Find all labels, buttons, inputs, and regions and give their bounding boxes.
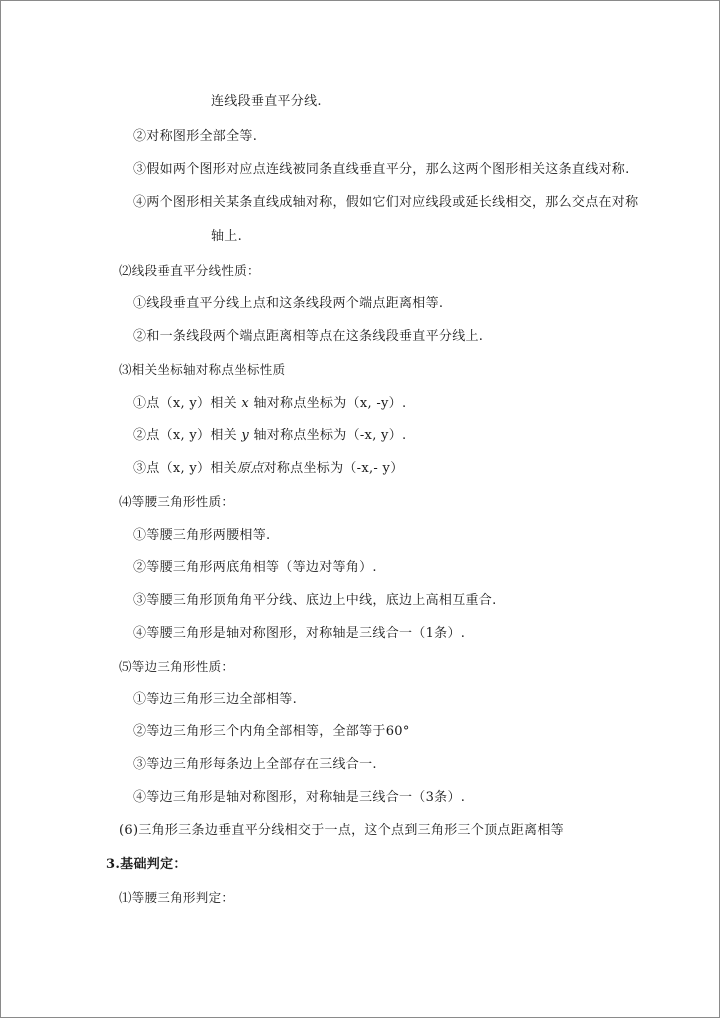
list-item: ③等边三角形每条边上全部存在三线合一. <box>133 757 377 772</box>
coord-text: 对称点坐标为（-x,- y） <box>263 461 404 476</box>
section-heading: ⑵线段垂直平分线性质： <box>119 263 260 278</box>
section-heading: ⑴等腰三角形判定： <box>119 890 235 905</box>
continuation-line: 连线段垂直平分线. <box>211 94 322 109</box>
section-heading: ⑸等边三角形性质： <box>119 659 235 674</box>
paragraph: (6)三角形三条边垂直平分线相交于一点，这个点到三角形三个顶点距离相等 <box>119 823 564 838</box>
section-title: 3.基础判定： <box>106 857 187 872</box>
coord-text: 轴对称点坐标为（x, -y）. <box>249 396 407 411</box>
list-item: ④等腰三角形是轴对称图形，对称轴是三线合一（1条）. <box>133 626 466 641</box>
list-item: ②对称图形全部全等. <box>133 129 258 144</box>
list-item: ③等腰三角形顶角角平分线、底边上中线，底边上高相互重合. <box>133 593 497 608</box>
section-heading: ⑷等腰三角形性质： <box>119 494 235 509</box>
list-item: ④两个图形相关某条直线成轴对称，假如它们对应线段或延长线相交，那么交点在对称 <box>133 195 639 210</box>
list-item <box>133 395 406 413</box>
list-item <box>133 460 404 478</box>
coord-text: ①点（x, y）相关 <box>133 396 242 411</box>
list-item: ①等边三角形三边全部相等. <box>133 692 298 707</box>
axis-name: x <box>241 396 250 411</box>
list-item: ②和一条线段两个端点距离相等点在这条线段垂直平分线上. <box>133 329 484 344</box>
section-heading: ⑶相关坐标轴对称点坐标性质 <box>119 362 286 377</box>
coord-text: ③点（x, y）相关 <box>133 461 237 476</box>
axis-name: 原点 <box>236 461 264 476</box>
list-item: ②等腰三角形两底角相等（等边对等角）. <box>133 560 377 575</box>
list-item: ①等腰三角形两腰相等. <box>133 528 271 543</box>
continuation-line: 轴上. <box>211 229 243 244</box>
axis-name: y <box>241 428 250 443</box>
list-item: ③假如两个图形对应点连线被同条直线垂直平分，那么这两个图形相关这条直线对称. <box>133 162 630 177</box>
coord-text: ②点（x, y）相关 <box>133 428 242 443</box>
list-item: ①线段垂直平分线上点和这条线段两个端点距离相等. <box>133 296 444 311</box>
coord-text: 轴对称点坐标为（-x, y）. <box>249 428 407 443</box>
list-item <box>133 427 406 445</box>
list-item: ④等边三角形是轴对称图形，对称轴是三线合一（3条）. <box>133 790 466 805</box>
list-item: ②等边三角形三个内角全部相等，全部等于60° <box>133 724 410 739</box>
